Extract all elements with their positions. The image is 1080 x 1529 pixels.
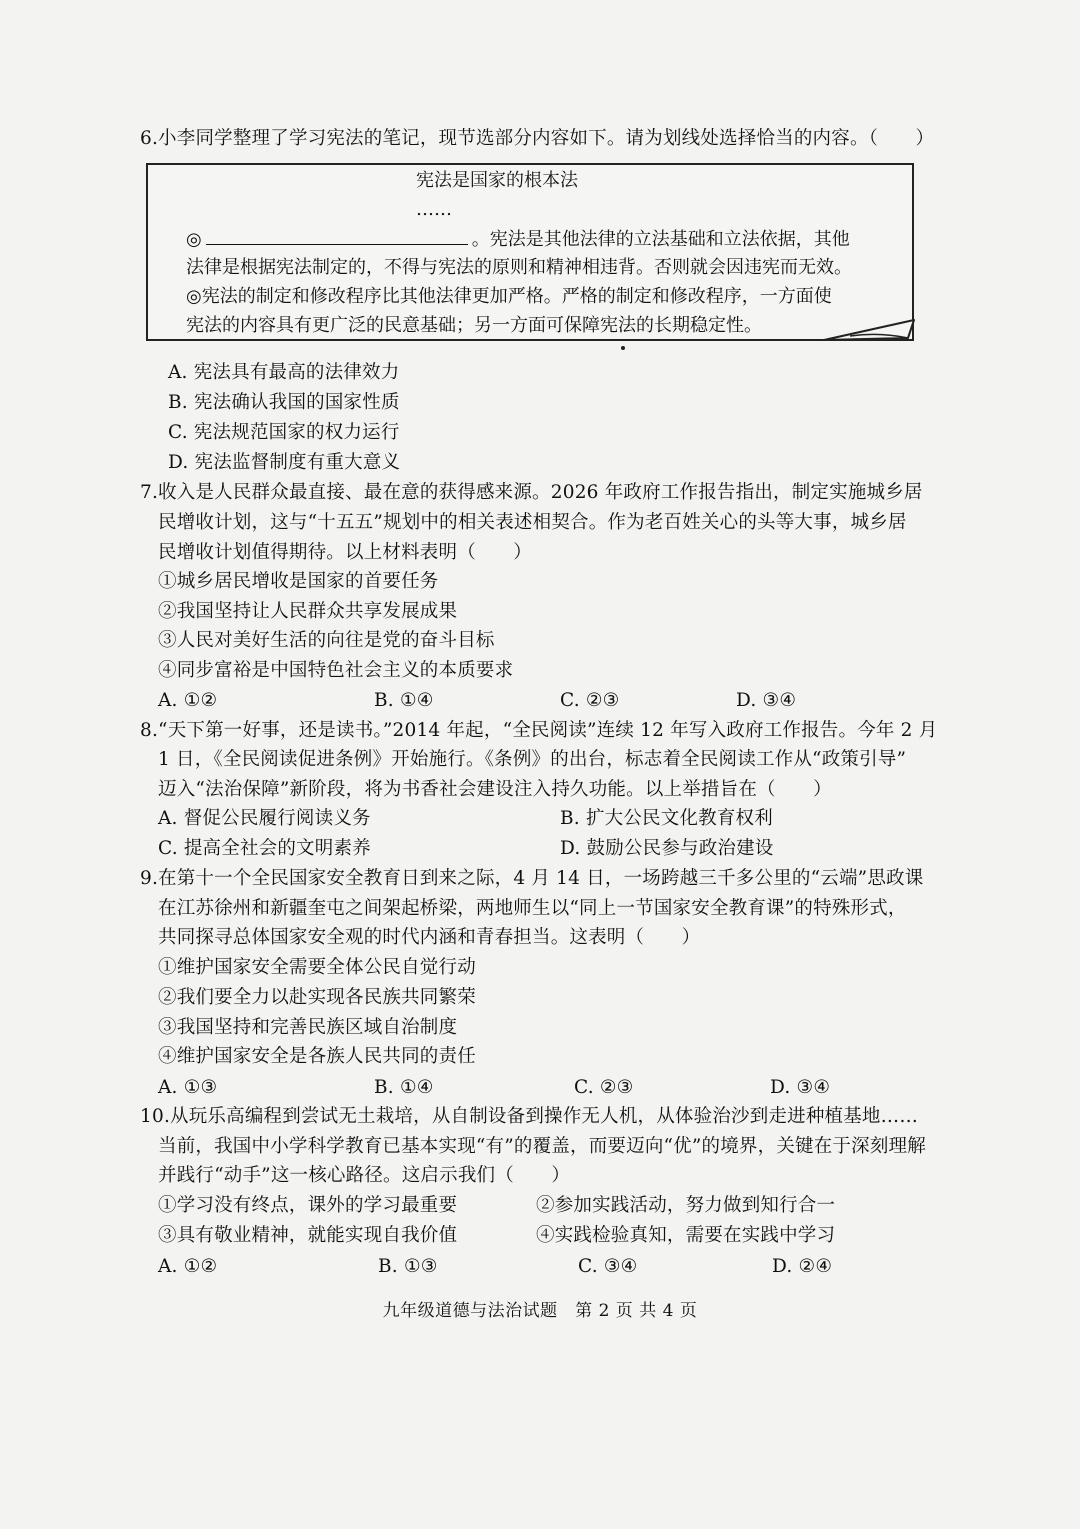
q7-choice-b: B. ①④ <box>374 690 434 711</box>
q9-choice-c: C. ②③ <box>574 1077 634 1098</box>
q6-option-d: D. 宪法监督制度有重大意义 <box>168 452 401 473</box>
q8-line-2: 1 日，《全民阅读促进条例》开始施行。《条例》的出台，标志着全民阅读工作从“政策引导” <box>158 749 907 770</box>
q7-line-3: 民增收计划值得期待。以上材料表明（ ） <box>158 542 533 563</box>
q6-stem: 6.小李同学整理了学习宪法的笔记，现节选部分内容如下。请为划线处选择恰当的内容。（ ） <box>140 128 935 149</box>
q6-option-b: B. 宪法确认我国的国家性质 <box>168 392 400 413</box>
q8-choice-b: B. 扩大公民文化教育权利 <box>560 808 773 829</box>
page-footer: 九年级道德与法治试题 第 2 页 共 4 页 <box>382 1301 698 1321</box>
q10-line-2: 当前，我国中小学科学教育已基本实现“有”的覆盖，而要迈向“优”的境界，关键在于深刻理解 <box>158 1136 926 1157</box>
q8-choice-a: A. 督促公民履行阅读义务 <box>158 808 371 829</box>
q9-choice-a: A. ①③ <box>158 1077 218 1098</box>
q8-choice-d: D. 鼓励公民参与政治建设 <box>560 838 774 859</box>
page-curl-icon <box>820 318 916 344</box>
note-line-4: 宪法的内容具有更广泛的民意基础；另一方面可保障宪法的长期稳定性。 <box>186 315 762 336</box>
q10-choice-b: B. ①③ <box>378 1256 438 1277</box>
q9-line-2: 在江苏徐州和新疆奎屯之间架起桥梁，两地师生以“同上一节国家安全教育课”的特殊形式， <box>158 898 907 919</box>
q7-item-2: ②我国坚持让人民群众共享发展成果 <box>158 601 458 622</box>
q8-line-3: 迈入“法治保障”新阶段，将为书香社会建设注入持久功能。以上举措旨在（ ） <box>158 779 832 800</box>
q10-item-4: ④实践检验真知，需要在实践中学习 <box>536 1225 836 1246</box>
note-line-1 <box>186 226 850 253</box>
q9-item-4: ④维护国家安全是各族人民共同的责任 <box>158 1046 476 1067</box>
answer-blank <box>206 226 468 245</box>
note-line-3: ◎宪法的制定和修改程序比其他法律更加严格。严格的制定和修改程序，一方面使 <box>186 286 832 307</box>
q10-item-1: ①学习没有终点，课外的学习最重要 <box>158 1195 458 1216</box>
q9-item-2: ②我们要全力以赴实现各民族共同繁荣 <box>158 987 476 1008</box>
q10-item-3: ③具有敬业精神，就能实现自我价值 <box>158 1225 458 1246</box>
q8-line-1: 8.“天下第一好事，还是读书。”2014 年起，“全民阅读”连续 12 年写入政府工作报告。今年 2 月 <box>140 720 938 741</box>
note-bullet: ◎ <box>186 229 202 250</box>
note-line-2: 法律是根据宪法制定的，不得与宪法的原则和精神相违背。否则就会因违宪而无效。 <box>186 257 852 278</box>
q10-choice-c: C. ③④ <box>578 1256 638 1277</box>
dot-mark <box>621 346 625 350</box>
q10-choice-d: D. ②④ <box>772 1256 833 1277</box>
q9-choice-d: D. ③④ <box>770 1077 831 1098</box>
q10-line-1: 10.从玩乐高编程到尝试无土栽培，从自制设备到操作无人机，从体验治沙到走进种植基地…… <box>140 1106 919 1127</box>
q10-choice-a: A. ①② <box>158 1256 218 1277</box>
q7-choice-d: D. ③④ <box>736 690 797 711</box>
q9-line-1: 9.在第十一个全民国家安全教育日到来之际，4 月 14 日，一场跨越三千多公里的“云端”思政课 <box>140 868 924 889</box>
q9-item-3: ③我国坚持和完善民族区域自治制度 <box>158 1017 458 1038</box>
q7-item-4: ④同步富裕是中国特色社会主义的本质要求 <box>158 660 514 681</box>
q6-option-c: C. 宪法规范国家的权力运行 <box>168 422 400 443</box>
q7-item-1: ①城乡居民增收是国家的首要任务 <box>158 571 439 592</box>
q6-option-a: A. 宪法具有最高的法律效力 <box>168 362 400 383</box>
q7-item-3: ③人民对美好生活的向往是党的奋斗目标 <box>158 630 495 651</box>
note-line-1-text: 。宪法是其他法律的立法基础和立法依据，其他 <box>471 229 850 250</box>
note-title: 宪法是国家的根本法 <box>416 170 578 191</box>
q7-line-1: 7.收入是人民群众最直接、最在意的获得感来源。2026 年政府工作报告指出，制定实施城乡居 <box>140 482 923 503</box>
q8-choice-c: C. 提高全社会的文明素养 <box>158 838 371 859</box>
q7-line-2: 民增收计划，这与“十五五”规划中的相关表述相契合。作为老百姓关心的头等大事，城乡居 <box>158 512 907 533</box>
q9-line-3: 共同探寻总体国家安全观的时代内涵和青春担当。这表明（ ） <box>158 927 701 948</box>
q10-item-2: ②参加实践活动，努力做到知行合一 <box>536 1195 836 1216</box>
note-ellipsis: …… <box>416 199 452 220</box>
q9-choice-b: B. ①④ <box>374 1077 434 1098</box>
q7-choice-c: C. ②③ <box>560 690 620 711</box>
q7-choice-a: A. ①② <box>158 690 218 711</box>
q10-line-3: 并践行“动手”这一核心路径。这启示我们（ ） <box>158 1165 571 1186</box>
q9-item-1: ①维护国家安全需要全体公民自觉行动 <box>158 957 476 978</box>
